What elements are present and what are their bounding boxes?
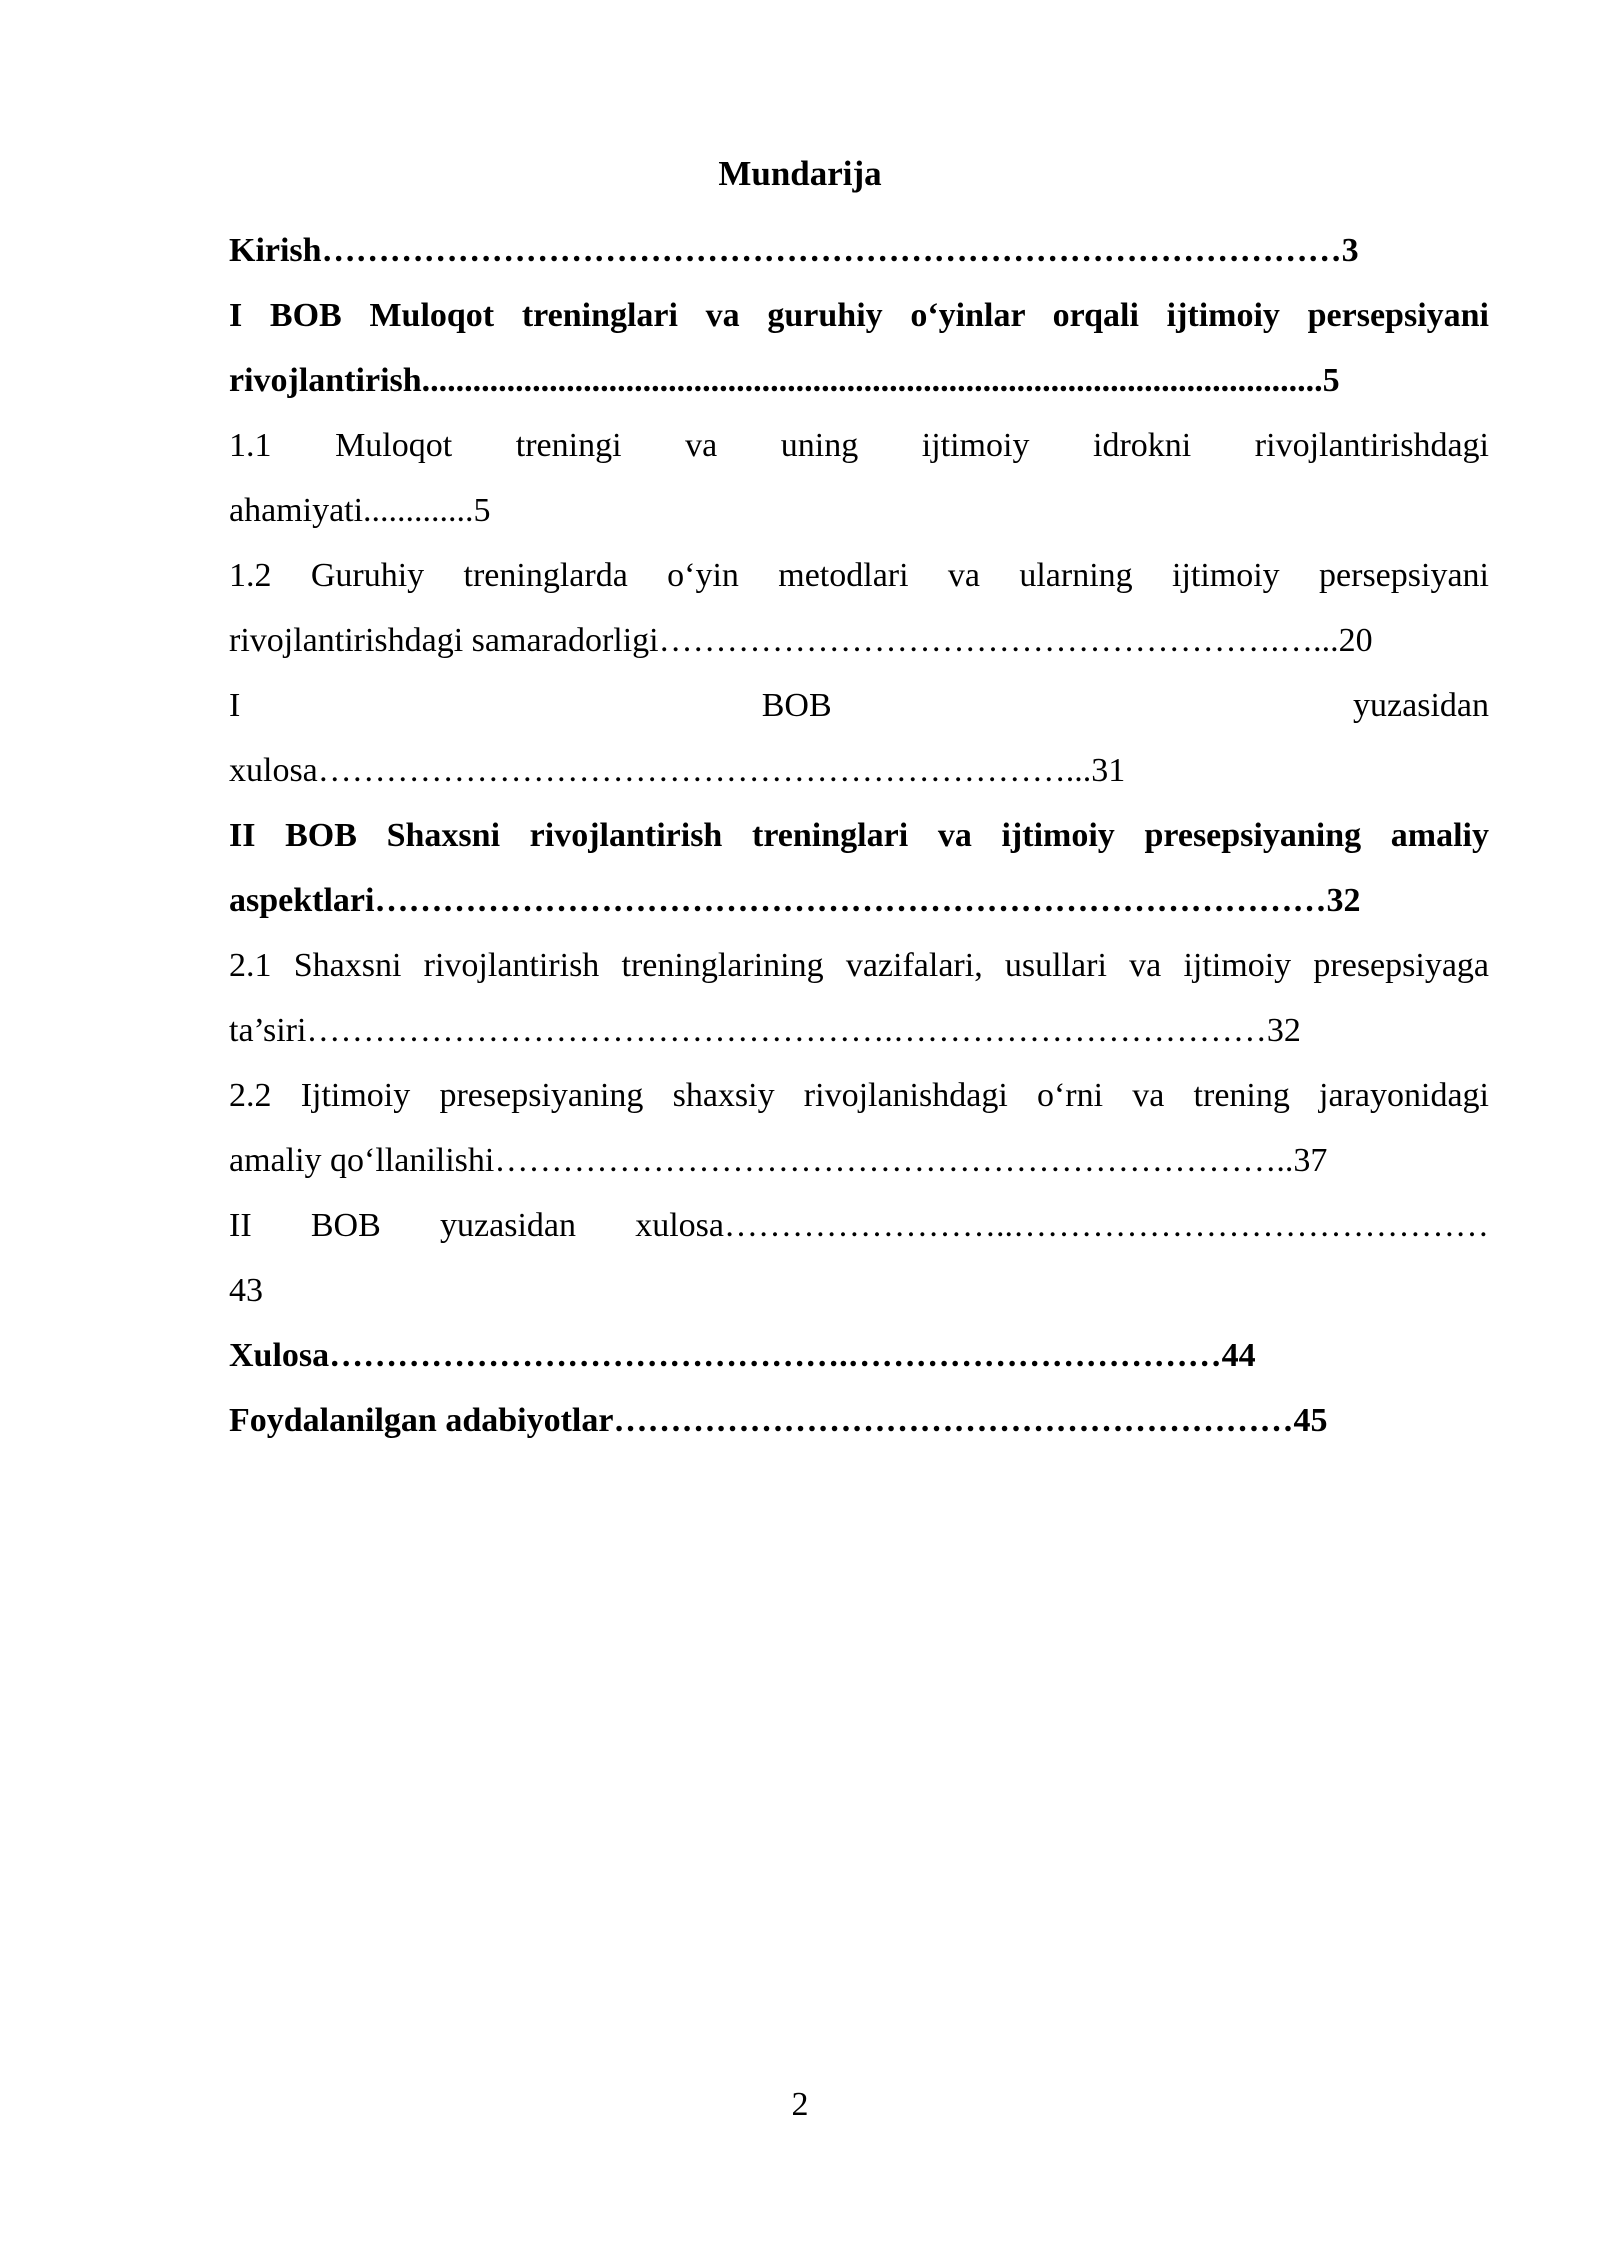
table-of-contents bbox=[229, 218, 1489, 1453]
toc-entry-section-2-1 bbox=[229, 933, 1489, 1063]
page-number: 2 bbox=[791, 2086, 809, 2123]
toc-line: 2.1 Shaxsni rivojlantirish treninglarining vazifalari, usullari va ijtimoiy presepsiyaga bbox=[229, 947, 1489, 984]
toc-line: I BOB Muloqot treninglari va guruhiy o‘yinlar orqali ijtimoiy persepsiyani bbox=[229, 297, 1489, 334]
toc-line: 1.1 Muloqot treningi va uning ijtimoiy idrokni rivojlantirishdagi bbox=[229, 427, 1489, 464]
toc-entry-references bbox=[229, 1388, 1489, 1453]
toc-line: II BOB Shaxsni rivojlantirish treninglari va ijtimoiy presepsiyaning amaliy bbox=[229, 817, 1489, 854]
toc-entry-xulosa bbox=[229, 1323, 1489, 1388]
toc-line: Xulosa……………………………………….……………………………44 bbox=[229, 1337, 1256, 1374]
toc-entry-kirish bbox=[229, 218, 1489, 283]
toc-line: xulosa…………………………………………………………...31 bbox=[229, 752, 1126, 789]
toc-line: 1.2 Guruhiy treninglarda o‘yin metodlari va ularning ijtimoiy persepsiyani bbox=[229, 557, 1489, 594]
toc-line: ta’siri…………………………………………….……………………………32 bbox=[229, 1012, 1301, 1049]
toc-line: ahamiyati.............5 bbox=[229, 492, 491, 529]
toc-entry-chapter-1-conclusion bbox=[229, 673, 1489, 803]
toc-line: rivojlantirishdagi samaradorligi……………………………………………….…...20 bbox=[229, 622, 1373, 659]
toc-line: rivojlantirish..........................................................................................................5 bbox=[229, 362, 1340, 399]
toc-entry-chapter-2-conclusion bbox=[229, 1193, 1489, 1323]
toc-entry-section-1-2 bbox=[229, 543, 1489, 673]
toc-line: aspektlari…………………………………………………………………………32 bbox=[229, 882, 1361, 919]
toc-line: II BOB yuzasidan xulosa……………………..…………………………………… bbox=[229, 1207, 1489, 1244]
toc-line: 2.2 Ijtimoiy presepsiyaning shaxsiy rivojlanishdagi o‘rni va trening jarayonidagi bbox=[229, 1077, 1489, 1114]
toc-line: Foydalanilgan adabiyotlar……………………………………………………45 bbox=[229, 1402, 1328, 1439]
toc-entry-chapter-2 bbox=[229, 803, 1489, 933]
toc-line: Kirish………………………………………………………………………………3 bbox=[229, 232, 1359, 269]
page-title: Mundarija bbox=[718, 154, 882, 193]
toc-line: I BOB yuzasidan bbox=[229, 687, 1489, 724]
toc-entry-chapter-1 bbox=[229, 283, 1489, 413]
toc-entry-section-1-1 bbox=[229, 413, 1489, 543]
toc-line: amaliy qo‘llanilishi……………………………………………………………..37 bbox=[229, 1142, 1328, 1179]
toc-entry-section-2-2 bbox=[229, 1063, 1489, 1193]
toc-line: 43 bbox=[229, 1272, 263, 1309]
